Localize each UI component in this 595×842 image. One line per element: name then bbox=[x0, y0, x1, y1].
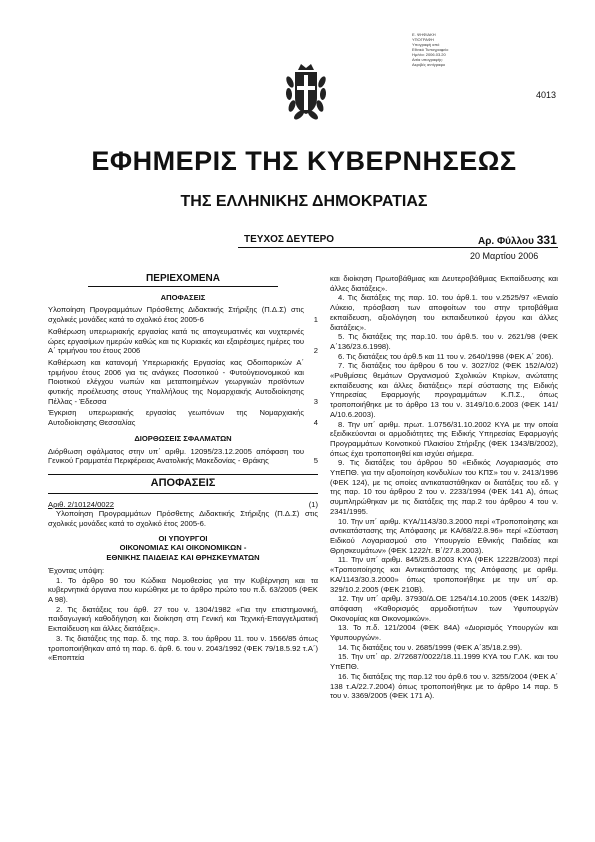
toc-item-page: 3 bbox=[313, 396, 318, 406]
header-rule bbox=[238, 247, 558, 248]
toc-item[interactable] bbox=[48, 447, 318, 466]
issue-label: Αρ. Φύλλου bbox=[478, 236, 534, 247]
stamp-line: Εθνικό Τυπογραφείο bbox=[412, 47, 449, 52]
paragraph: 2. Τις διατάξεις του άρθ. 27 του ν. 1304/1982 «Για την επιστημονική, παιδαγωγική καθοδήγηση και διοίκηση στη Γενική και Τεχνική-Επαγγελματική Εκπαίδευση και άλλες διατάξεις». bbox=[48, 604, 318, 634]
paragraph: 3. Τις διατάξεις της παρ. δ. της παρ. 3. του άρθρου 11. του ν. 1566/85 όπως τροποποιήθηκαν από τη παρ. 6. άρθ. 6. του ν. 2043/1992 (ΦΕΚ 79/18.5.92 τ.Α΄) «Εποπτεία bbox=[48, 633, 318, 663]
toc-item-page: 5 bbox=[313, 456, 318, 466]
paragraph: 14. Τις διατάξεις του ν. 2685/1999 (ΦΕΚ Α΄35/18.2.99). bbox=[338, 642, 523, 652]
stamp-line: Ε. ΨΗΦΙΑΚΗ bbox=[412, 32, 436, 37]
paragraph: 4. Τις διατάξεις της παρ. 10. του άρθ.1. του ν.2525/97 «Ενιαίο Λύκειο, πρόσβαση των αποφοίτων του στην τριτοβάθμια εκπαίδευση, αξιολόγηση του εκπαιδευτικού έργου και άλλες διατάξεις». bbox=[330, 293, 558, 332]
paragraph: 16. Τις διατάξεις της παρ.12 του άρθ.6 του ν. 3255/2004 (ΦΕΚ Α΄ 138 τ.Α/22.7.2004) όπως τροποποιήθηκε με το άρθρο 14 παρ. 5 του ν. 3369/2005 (ΦΕΚ 171 Α). bbox=[330, 671, 558, 701]
gazette-title: ΕΦΗΜΕΡΙΣ ΤΗΣ ΚΥΒΕΡΝΗΣΕΩΣ bbox=[91, 146, 517, 176]
right-column bbox=[330, 274, 558, 701]
toc-item-text: Έγκριση υπερωριακής εργασίας γεωπόνων της Νομαρχιακής Αυτοδιοίκησης Θεσσαλίας bbox=[48, 408, 304, 428]
toc-item-page: 4 bbox=[313, 418, 318, 428]
paragraph: και διοίκηση Πρωτοβάθμιας και Δευτεροβάθμιας Εκπαίδευσης και άλλες διατάξεις». bbox=[330, 274, 558, 293]
stamp-line: Αιτία υπογραφής: bbox=[412, 57, 444, 62]
decision-reference bbox=[48, 500, 318, 510]
decision-ref: Αριθ. 2/10124/0022 bbox=[48, 499, 114, 509]
toc-item[interactable] bbox=[48, 408, 318, 427]
issue-number: 331 bbox=[536, 233, 557, 247]
ministers-heading: ΟΙΚΟΝΟΜΙΑΣ ΚΑΙ ΟΙΚΟΝΟΜΙΚΩΝ - bbox=[119, 543, 247, 553]
toc-item-text: Διόρθωση σφάλματος στην υπ΄ αριθμ. 12095/23.12.2005 απόφαση του Γενικού Γραμματέα Περιφέρειας Ανατολικής Μακεδονίας - Θράκης bbox=[48, 446, 304, 466]
gazette-subtitle: ΤΗΣ ΕΛΛΗΝΙΚΗΣ ΔΗΜΟΚΡΑΤΙΑΣ bbox=[180, 193, 428, 210]
toc-heading: ΠΕΡΙΕΧΟΜΕΝΑ bbox=[88, 274, 278, 287]
toc-corrections-heading: ΔΙΟΡΘΩΣΕΙΣ ΣΦΑΛΜΑΤΩΝ bbox=[134, 433, 232, 443]
issue-number-block bbox=[478, 233, 557, 247]
paragraph: 11. Την υπ΄ αριθμ. 845/25.8.2003 ΚΥΑ (ΦΕΚ 1222Β/2003) περί «Τροποποίησης και Αντικατάστασης της Απόφασης με αριθμ. ΚΑ/1143/30.3.2000» όπως τροποποιήθηκε με την υπ΄ αρ. 329/10.2.2005 (ΦΕΚ 210Β). bbox=[330, 555, 558, 594]
decisions-banner: ΑΠΟΦΑΣΕΙΣ bbox=[48, 474, 318, 494]
stamp-line: Υπογραφή από bbox=[412, 42, 440, 47]
toc-item-text: Καθιέρωση και κατανομή Υπερωριακής Εργασίας κας Οδοιπορικών Α΄ τριμήνου έτους 2006 για τις ανάγκες Ποσοτικού - Φυτούγειονομικού και Ποιοτικού ελέγχου νωπών και μεταποιημένων γεωργικών προϊόντων φυτικής προέλευσης στους Υπαλλήλους της Νομαρχιακής Αυτοδιοίκησης Πέλλας - Έδεσσα bbox=[48, 357, 304, 406]
stamp-line: ΥΠΟΓΡΑΦΗ bbox=[412, 37, 434, 42]
ministers-heading: ΟΙ ΥΠΟΥΡΓΟΙ bbox=[158, 533, 208, 543]
toc-item-text: Καθιέρωση υπερωριακής εργασίας κατά τις απογευματινές και νυχτερινές ώρες εργασίμων ημερών καθώς και τις Κυριακές και εξαιρέσιμες ημέρες του Α΄ τριμήνου του έτους 2006 bbox=[48, 326, 304, 356]
toc-item[interactable] bbox=[48, 305, 318, 324]
toc-item[interactable] bbox=[48, 327, 318, 356]
paragraph: 5. Τις διατάξεις της παρ.10. του άρθ.5. του ν. 2621/98 (ΦΕΚ Α΄136/23.6.1998). bbox=[330, 332, 558, 351]
paragraph: 8. Την υπ΄ αριθμ. πρωτ. 1.0756/31.10.2002 ΚΥΑ με την οποία εξειδικεύονται οι αρμοδιότητες της Ειδικής Υπηρεσίας Εφαρμογής Προγραμμάτων Κοινοτικού Πλαισίου Στήριξης (ΦΕΚ 1343/Β/2002), όπως έχει τροποποιηθεί και ισχύει σήμερα. bbox=[330, 419, 558, 458]
decision-subject: Υλοποίηση Προγραμμάτων Πρόσθετης Διδακτικής Στήριξης (Π.Δ.Σ) στις σχολικές μονάδες κατά το σχολικό έτος 2005-6. bbox=[48, 509, 318, 529]
paragraph: 9. Τις διατάξεις του άρθρου 50 «Ειδικός Λογαριασμός στο ΥπΕΠΘ. για την αξιοποίηση κονδυλίων του ΚΠΣ» του ν. 2413/1996 (ΦΕΚ 124), με τις οποίες αντικαταστάθηκαν οι διατάξεις του εδ. γ της παρ. 10 του άρθρου 2 του ν. 2233/1994 (ΦΕΚ 141 Α), όπως συμπληρώθηκαν με τις διατάξεις της παρ.2 του άρθρου 4 του ν. 2341/1995. bbox=[330, 458, 558, 516]
stamp-line: Ακριβές αντίγραφο bbox=[412, 62, 446, 67]
toc-item-page: 2 bbox=[313, 346, 318, 356]
toc-item[interactable] bbox=[48, 358, 318, 407]
decision-ref-num: (1) bbox=[308, 499, 318, 509]
toc-item-page: 1 bbox=[313, 315, 318, 325]
issue-date: 20 Μαρτίου 2006 bbox=[470, 251, 539, 261]
digital-signature-stamp bbox=[412, 32, 482, 67]
issue-series: ΤΕΥΧΟΣ ΔΕΥΤΕΡΟ bbox=[244, 234, 335, 245]
left-column bbox=[48, 274, 318, 663]
greek-coat-of-arms-icon bbox=[284, 62, 328, 124]
paragraph: 13. Το π.δ. 121/2004 (ΦΕΚ 84Α) «Διορισμός Υπουργών και Υφυπουργών». bbox=[330, 623, 558, 643]
paragraph: 7. Τις διατάξεις του άρθρου 6 του ν. 3027/02 (ΦΕΚ 152/Α/02) «Ρυθμίσεις θεμάτων Οργανισμού Σχολικών Κτιρίων, ανώτατης εκπαίδευσης και άλλες διατάξεις» περί σύστασης της Ειδικής Υπηρεσίας Εφαρμογής προγραμμάτων Κ.Π.Σ., όπως τροποποιήθηκε με το άρθρο 13 του ν. 3149/10.6.2003 (ΦΕΚ 141/Α/10.6.2003). bbox=[330, 361, 558, 419]
toc-item-text: Υλοποίηση Προγραμμάτων Πρόσθετης Διδακτικής Στήριξης (Π.Δ.Σ) στις σχολικές μονάδες κατά το σχολικό έτος 2005-6 bbox=[48, 305, 304, 325]
paragraph: 15. Την υπ΄ αρ. 2/72687/0022/18.11.1999 ΚΥΑ του Γ.ΛΚ. και του ΥπΕΠΘ. bbox=[330, 652, 558, 672]
ministers-heading: ΕΘΝΙΚΗΣ ΠΑΙΔΕΙΑΣ ΚΑΙ ΘΡΗΣΚΕΥΜΑΤΩΝ bbox=[106, 553, 260, 563]
paragraph: 6. Τις διατάξεις του άρθ.5 και 11 του ν. 2640/1998 (ΦΕΚ Α΄ 206). bbox=[338, 351, 554, 361]
paragraph: 12. Την υπ΄ αριθμ. 37930/Δ.ΟΕ 1254/14.10.2005 (ΦΕΚ 1432/Β) απόφαση «Καθορισμός αρμοδιοτήτων των Υφυπουργών Οικονομίας και Οικονομικών». bbox=[330, 594, 558, 623]
toc-decisions-heading: ΑΠΟΦΑΣΕΙΣ bbox=[160, 292, 206, 302]
paragraph: 1. Το άρθρο 90 του Κώδικα Νομοθεσίας για την Κυβέρνηση και τα κυβερνητικά όργανα που κυρώθηκε με το άρθρο πρώτο του π.δ. 63/2005 (ΦΕΚ Α 98). bbox=[48, 575, 318, 604]
page-number: 4013 bbox=[536, 90, 557, 100]
paragraph: 10. Την υπ΄ αριθμ. ΚΥΑ/1143/30.3.2000 περί «Τροποποίησης και αντικατάστασης της Απόφασης με ΚΑ/68/22.8.96» περί «Σύσταση Ειδικού Λογαριασμού στο Υπουργείο Εθνικής Παιδείας και Θρησκευμάτων» (ΦΕΚ 1222/τ. Β΄/27.8.2003). bbox=[330, 516, 558, 555]
stamp-line: Ημ/νία: 2006.03.20 bbox=[412, 52, 446, 57]
having-regard: Έχοντας υπόψη: bbox=[48, 565, 105, 575]
